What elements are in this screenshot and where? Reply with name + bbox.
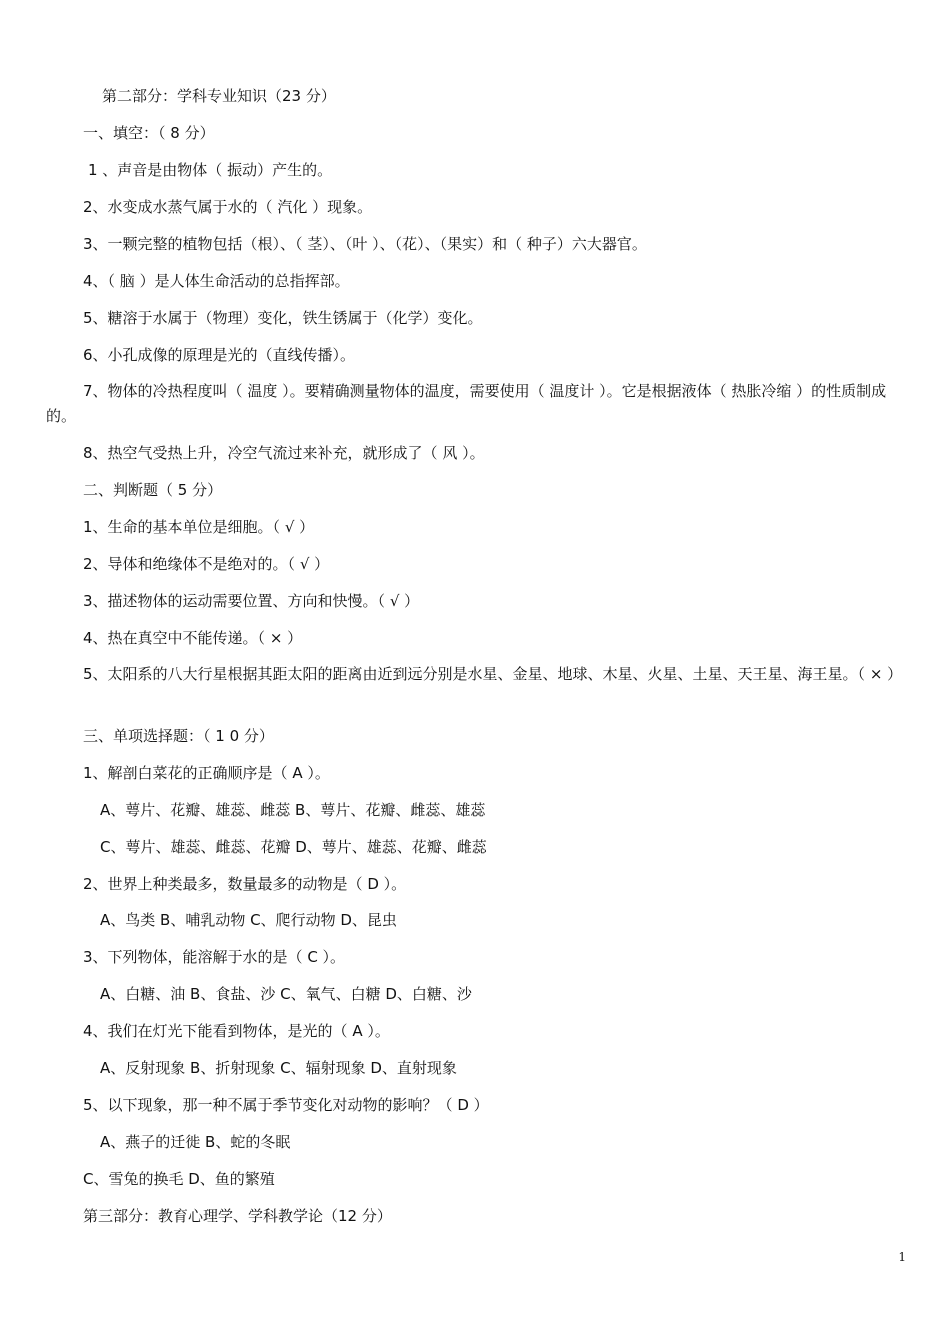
choice-q4-options: A、反射现象 B、折射现象 C、辐射现象 D、直射现象 xyxy=(100,1059,457,1077)
fill-blank-heading: 一、填空：（ 8 分） xyxy=(83,124,215,142)
judge-item-4: 4、热在真空中不能传递。（ × ） xyxy=(83,629,303,647)
fill-item-6: 6、小孔成像的原理是光的（直线传播）。 xyxy=(83,346,356,364)
choice-q5-options-cd: C、雪兔的换毛 D、鱼的繁殖 xyxy=(83,1170,275,1188)
choice-heading: 三、单项选择题：（ 1 0 分） xyxy=(83,727,274,745)
choice-q5-options-ab: A、燕子的迁徙 B、蛇的冬眠 xyxy=(100,1133,291,1151)
fill-item-4: 4、（ 脑 ）是人体生命活动的总指挥部。 xyxy=(83,272,350,290)
choice-q5: 5、以下现象，那一种不属于季节变化对动物的影响？（ D ） xyxy=(83,1096,489,1114)
judge-item-1: 1、生命的基本单位是细胞。（ √ ） xyxy=(83,518,315,536)
judge-item-5: 5、太阳系的八大行星根据其距太阳的距离由近到远分别是水星、金星、地球、木星、火星、土星、天王星、海王星。（ × ） xyxy=(83,665,903,683)
fill-item-3: 3、一颗完整的植物包括（根）、（ 茎）、（叶 ）、（花）、（果实）和（ 种子）六大器官。 xyxy=(83,235,647,253)
judge-item-3: 3、描述物体的运动需要位置、方向和快慢。（ √ ） xyxy=(83,592,420,610)
judge-heading: 二、判断题（ 5 分） xyxy=(83,481,223,499)
choice-q1-options-ab: A、萼片、花瓣、雄蕊、雌蕊 B、萼片、花瓣、雌蕊、雄蕊 xyxy=(100,801,486,819)
choice-q3-options: A、白糖、油 B、食盐、沙 C、氧气、白糖 D、白糖、沙 xyxy=(100,985,472,1003)
page-number: 1 xyxy=(898,1250,906,1264)
choice-q1-options-cd: C、萼片、雄蕊、雌蕊、花瓣 D、萼片、雄蕊、花瓣、雌蕊 xyxy=(100,838,487,856)
fill-item-2: 2、水变成水蒸气属于水的（ 汽化 ）现象。 xyxy=(83,198,373,216)
fill-item-1: 1 、声音是由物体（ 振动）产生的。 xyxy=(88,161,333,179)
choice-q3: 3、下列物体，能溶解于水的是（ C ）。 xyxy=(83,948,346,966)
section-3-title: 第三部分：教育心理学、学科教学论（12 分） xyxy=(83,1207,392,1225)
choice-q2: 2、世界上种类最多，数量最多的动物是（ D ）。 xyxy=(83,875,407,893)
choice-q4: 4、我们在灯光下能看到物体，是光的（ A ）。 xyxy=(83,1022,390,1040)
section-2-title: 第二部分：学科专业知识（23 分） xyxy=(102,87,336,105)
choice-q1: 1、解剖白菜花的正确顺序是（ A ）。 xyxy=(83,764,330,782)
fill-item-5: 5、糖溶于水属于（物理）变化，铁生锈属于（化学）变化。 xyxy=(83,309,483,327)
fill-item-7: 7、物体的冷热程度叫（ 温度 ）。要精确测量物体的温度，需要使用（ 温度计 ）。它是根据液体（ 热胀冷缩 ）的性质制成的。 xyxy=(46,382,887,425)
fill-item-8: 8、热空气受热上升，冷空气流过来补充，就形成了（ 风 ）。 xyxy=(83,444,485,462)
choice-q2-options: A、鸟类 B、哺乳动物 C、爬行动物 D、昆虫 xyxy=(100,911,397,929)
judge-item-2: 2、导体和绝缘体不是绝对的。（ √ ） xyxy=(83,555,330,573)
